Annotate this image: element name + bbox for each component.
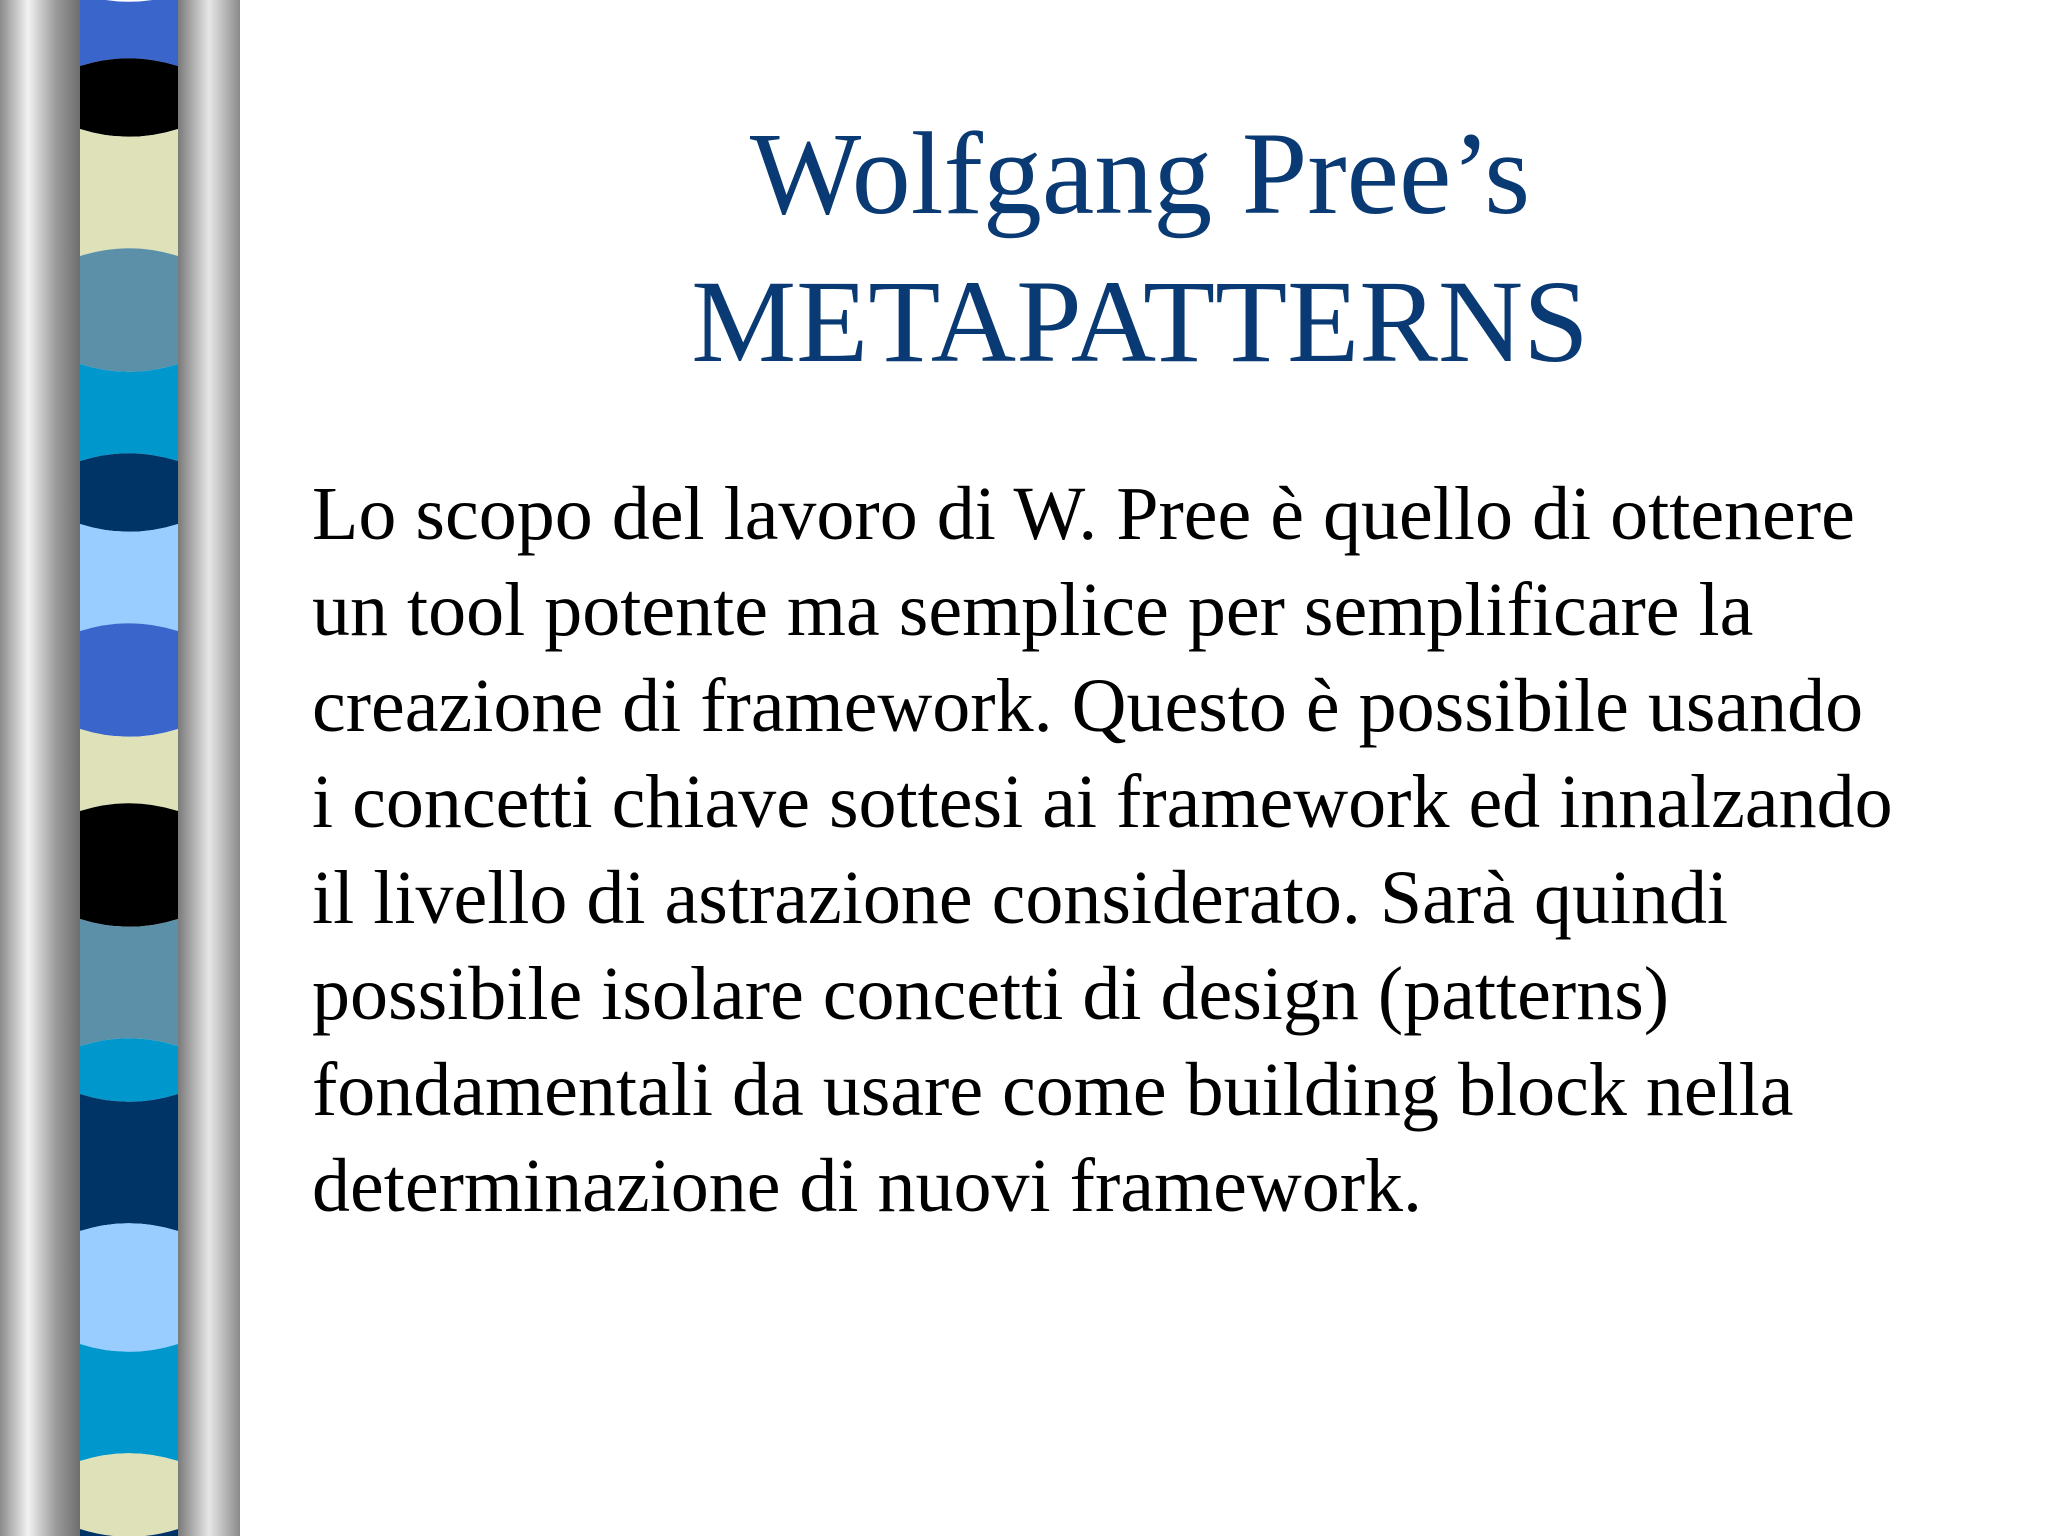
body-line-4: i concetti chiave sottesi ai framework ed innalzando [312,760,1893,844]
sidebar-stripe [80,919,178,1046]
sidebar-stripe [80,1344,178,1461]
body-line-6: possibile isolare concetti di design (patterns) [312,952,1670,1036]
sidebar-stripe [80,453,178,532]
sidebar-stripe [80,524,178,631]
body-line-3: creazione di framework. Questo è possibile usando [312,664,1864,748]
sidebar-stripe [80,58,178,137]
sidebar-stripe [80,1453,178,1536]
title-line-1: Wolfgang Pree’s [749,108,1531,239]
stripe-group [80,0,178,1536]
metal-bar-left [0,0,80,1536]
body-line-2: un tool potente ma semplice per semplificare la [312,568,1754,652]
body-line-1: Lo scopo del lavoro di W. Pree è quello di ottenere [312,472,1855,556]
title-line-2: METAPATTERNS [691,256,1589,387]
body-line-5: il livello di astrazione considerato. Sarà quindi [312,856,1729,940]
decorative-sidebar [0,0,240,1536]
sidebar-stripe [80,803,178,927]
sidebar-stripe [80,1223,178,1352]
slide-body [312,466,2032,1234]
sidebar-stripe [80,248,178,372]
sidebar-stripe [80,1038,178,1102]
metal-bar-right [178,0,240,1536]
striped-column-graphic [0,0,240,1536]
sidebar-stripe [80,129,178,256]
body-line-7: fondamentali da usare come building block nella [312,1048,1794,1132]
slide-title [290,100,1990,396]
sidebar-stripe [80,623,178,737]
sidebar-stripe [80,729,178,811]
sidebar-stripe [80,364,178,461]
sidebar-stripe [80,1094,178,1231]
sidebar-stripe [80,0,178,66]
body-line-8: determinazione di nuovi framework. [312,1144,1423,1228]
